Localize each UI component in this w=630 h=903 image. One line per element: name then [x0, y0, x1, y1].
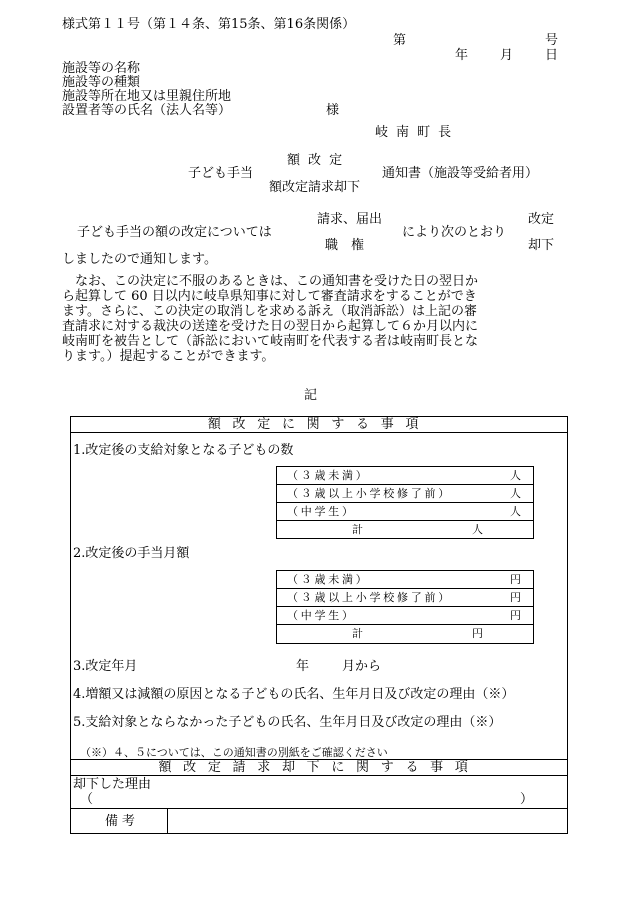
section2-header: 額改定請求却下に関する事項 [158, 760, 480, 775]
count-row-junior: （中学生） [287, 505, 356, 518]
facility-name-label: 施設等の名称 [62, 61, 141, 76]
count-total-unit: 人 [472, 523, 483, 536]
date-day: 日 [545, 48, 559, 63]
para1-option-revise: 改定 [528, 212, 555, 227]
remarks-label: 備考 [105, 814, 139, 829]
paren-open: （ [80, 792, 94, 807]
item5-label: 5.支給対象とならなかった子どもの氏名、生年月日及び改定の理由（※） [73, 715, 502, 730]
issuer: 岐 南 町 長 [375, 125, 454, 140]
para1-option-reject: 却下 [528, 238, 555, 253]
amount-row-primary: （３歳以上小学校修了前） [287, 591, 452, 604]
section1-header: 額改定に関する事項 [207, 417, 431, 432]
count-unit: 人 [510, 487, 521, 500]
para2-line-3: ます。さらに、この決定の取消しを求める訴え（取消訴訟）は上記の審 [62, 304, 477, 319]
doc-number-dai: 第 [393, 33, 407, 48]
child-count-table [276, 466, 534, 539]
amount-row-junior: （中学生） [287, 609, 356, 622]
paren-close: ） [520, 792, 534, 807]
remarks-field[interactable] [167, 808, 568, 834]
amount-row-under3: （３歳未満） [287, 573, 370, 586]
para2-line-1: なお、この決定に不服のあるときは、この通知書を受けた日の翌日か [62, 274, 479, 289]
title-top: 額 改 定 [287, 153, 345, 168]
doc-number-go: 号 [545, 33, 559, 48]
facility-address-label: 施設等所在地又は里親住所地 [62, 89, 232, 104]
para2-line-6: ります。）提起することができます。 [62, 349, 275, 364]
count-total-label: 計 [352, 523, 366, 536]
count-row-under3: （３歳未満） [287, 469, 370, 482]
ki-label: 記 [304, 388, 318, 403]
item4-label: 4.増額又は減額の原因となる子どもの氏名、生年月日及び改定の理由（※） [73, 687, 515, 702]
title-left: 子ども手当 [188, 166, 254, 181]
para2-line-5: 岐南町を被告として（訴訟において岐南町を代表する者は岐南町長とな [62, 334, 479, 349]
item2-label: 2.改定後の手当月額 [73, 546, 190, 561]
title-bottom: 額改定請求却下 [269, 180, 361, 195]
reject-reason-label: 却下した理由 [73, 777, 152, 792]
date-year: 年 [455, 48, 469, 63]
amount-unit: 円 [510, 609, 521, 622]
item1-label: 1.改定後の支給対象となる子どもの数 [73, 443, 294, 458]
item3-label: 3.改定年月 [73, 659, 138, 674]
para1-option-request: 請求、届出 [317, 212, 383, 227]
title-right: 通知書（施設等受給者用） [382, 166, 539, 181]
amount-total-unit: 円 [472, 627, 483, 640]
item3-month-from: 月から [342, 659, 382, 674]
form-number: 様式第１１号（第１４条、第15条、第16条関係） [62, 17, 356, 32]
para1-text-b: により次のとおり [402, 225, 507, 240]
para1-text-a: 子ども手当の額の改定については [77, 225, 272, 240]
amount-unit: 円 [510, 573, 521, 586]
para2-line-4: 査請求に対する裁決の送達を受けた日の翌日から起算して６か月以内に [62, 319, 479, 334]
item3-year: 年 [296, 659, 310, 674]
facility-type-label: 施設等の種類 [62, 75, 141, 90]
date-month: 月 [500, 48, 514, 63]
honorific-sama: 様 [326, 103, 340, 118]
para1-option-authority: 職 権 [325, 238, 365, 253]
founder-name-label: 設置者等の氏名（法人名等） [62, 103, 232, 118]
amount-unit: 円 [510, 591, 521, 604]
para2-line-2: ら起算して 60 日以内に岐阜県知事に対して審査請求をすることができ [62, 289, 477, 304]
count-unit: 人 [510, 505, 521, 518]
amount-table [276, 570, 534, 644]
count-row-primary: （３歳以上小学校修了前） [287, 487, 452, 500]
amount-total-label: 計 [352, 627, 366, 640]
para1-text-c: しましたので通知します。 [62, 252, 217, 267]
count-unit: 人 [510, 469, 521, 482]
footnote: （※）４、５については、この通知書の別紙をご確認ください [80, 746, 388, 759]
